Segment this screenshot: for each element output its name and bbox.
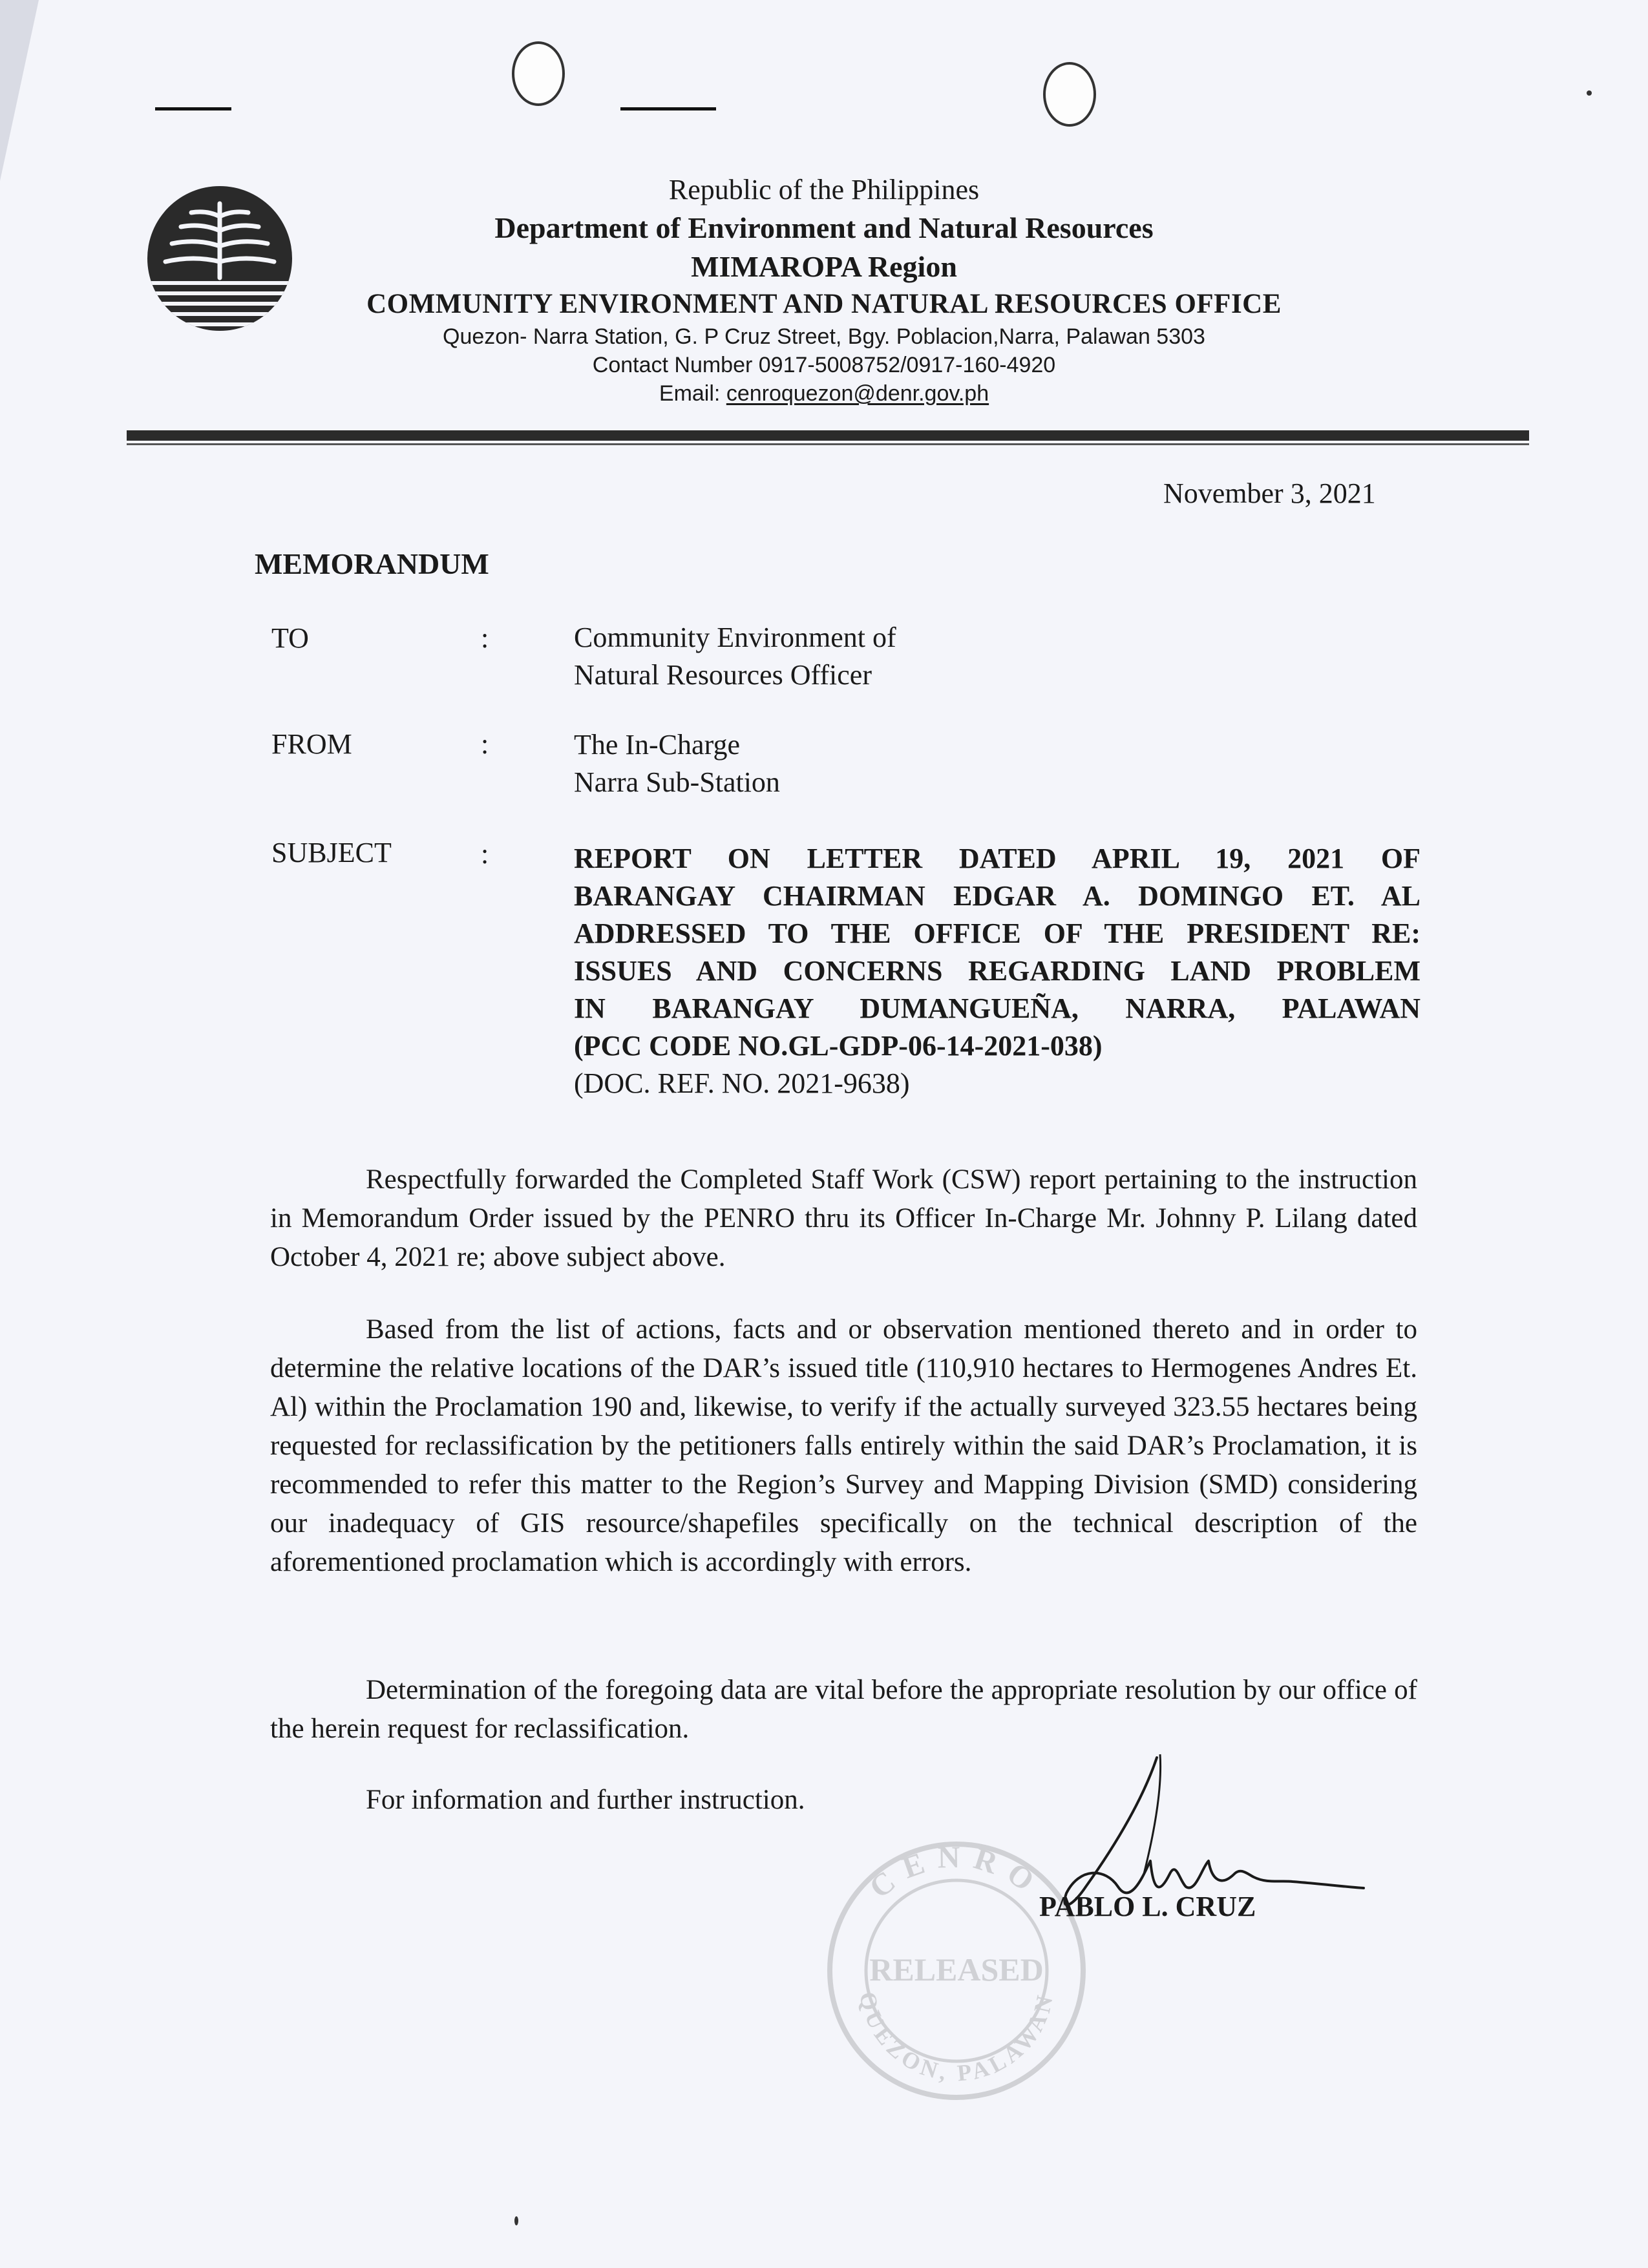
header-rule-thin: [127, 443, 1529, 445]
header-region: MIMAROPA Region: [691, 250, 957, 283]
paper-speck: [1587, 90, 1592, 96]
stamp-mid-text: RELEASED: [869, 1951, 1044, 1988]
memo-date: November 3, 2021: [1163, 478, 1376, 509]
to-line-1: Community Environment of: [574, 622, 896, 653]
from-colon: :: [481, 728, 489, 760]
stamp-bottom-text: QUEZON, PALAWAN: [854, 1989, 1059, 2086]
header-email-row: [0, 381, 1648, 406]
from-value: [574, 726, 780, 801]
paper-speck: [514, 2216, 518, 2225]
to-label: TO: [271, 622, 309, 654]
to-colon: :: [481, 622, 489, 654]
svg-text:QUEZON, PALAWAN: [854, 1990, 1059, 2086]
header-rule: [127, 430, 1529, 441]
subject-line: BARANGAY CHAIRMAN EDGAR A. DOMINGO ET. AL: [574, 880, 1421, 912]
subject-line: ISSUES AND CONCERNS REGARDING LAND PROBLEM: [574, 955, 1421, 987]
subject-line: IN BARANGAY DUMANGUEÑA, NARRA, PALAWAN: [574, 992, 1421, 1024]
header-contact: Contact Number 0917-5008752/0917-160-4920: [592, 353, 1056, 377]
folded-corner: [0, 0, 39, 181]
punch-hole-left: [512, 41, 565, 106]
body-paragraph-3: Determination of the foregoing data are vital before the appropriate resolution by our office of the herein request for reclassification.: [270, 1675, 1417, 1744]
from-line-2: Narra Sub-Station: [574, 766, 780, 798]
svg-text:CENRO: [863, 1840, 1050, 1906]
header-office: COMMUNITY ENVIRONMENT AND NATURAL RESOURCES OFFICE: [366, 289, 1282, 319]
subject-label: SUBJECT: [271, 837, 392, 868]
punch-hole-right: [1043, 62, 1096, 127]
subject-line: REPORT ON LETTER DATED APRIL 19, 2021 OF: [574, 843, 1421, 874]
to-line-2: Natural Resources Officer: [574, 659, 872, 691]
header-email-label: Email:: [659, 381, 721, 406]
stamp-top-text: CENRO: [863, 1840, 1050, 1906]
signatory-name: PABLO L. CRUZ: [1039, 1891, 1256, 1922]
header-republic: Republic of the Philippines: [668, 174, 980, 205]
subject-line: (PCC CODE NO.GL-GDP-06-14-2021-038): [574, 1030, 1103, 1062]
margin-dash-left: [155, 107, 231, 110]
header-department: Department of Environment and Natural Resources: [494, 211, 1154, 244]
margin-dash-right: [620, 107, 716, 110]
from-label: FROM: [271, 728, 352, 760]
subject-line: ADDRESSED TO THE OFFICE OF THE PRESIDENT RE:: [574, 918, 1421, 949]
header-email-link[interactable]: cenroquezon@denr.gov.ph: [726, 381, 989, 406]
subject-line: (DOC. REF. NO. 2021-9638): [574, 1067, 910, 1099]
header-address: Quezon- Narra Station, G. P Cruz Street, Bgy. Poblacion,Narra, Palawan 5303: [443, 324, 1205, 349]
subject-text: [574, 840, 1421, 1102]
body-paragraph-4: For information and further instruction.: [366, 1785, 805, 1815]
memo-title: MEMORANDUM: [255, 547, 489, 580]
from-line-1: The In-Charge: [574, 729, 740, 761]
body-paragraph-2: Based from the list of actions, facts and or observation mentioned thereto and in order to determine the relative locations of the DAR’s issued title (110,910 hectares to Hermogenes Andres Et. Al) within the Proclamation 190 and, likewise, to verify if the actually surveyed 323.55 hectares being requested for reclassification by the petitioners falls entirely within the said DAR’s Proclamation, it is recommended to refer this matter to the Region’s Survey and Mapping Division (SMD) considering our inadequacy of GIS resource/shapefiles specifically on the technical description of the aforementioned proclamation which is accordingly with errors.: [270, 1314, 1417, 1577]
body-paragraph-1: Respectfully forwarded the Completed Staff Work (CSW) report pertaining to the instruction in Memorandum Order issued by the PENRO thru its Officer In-Charge Mr. Johnny P. Lilang dated October 4, 2021 re; above subject above.: [270, 1164, 1417, 1272]
subject-colon: :: [481, 838, 489, 870]
to-value: [574, 619, 896, 694]
